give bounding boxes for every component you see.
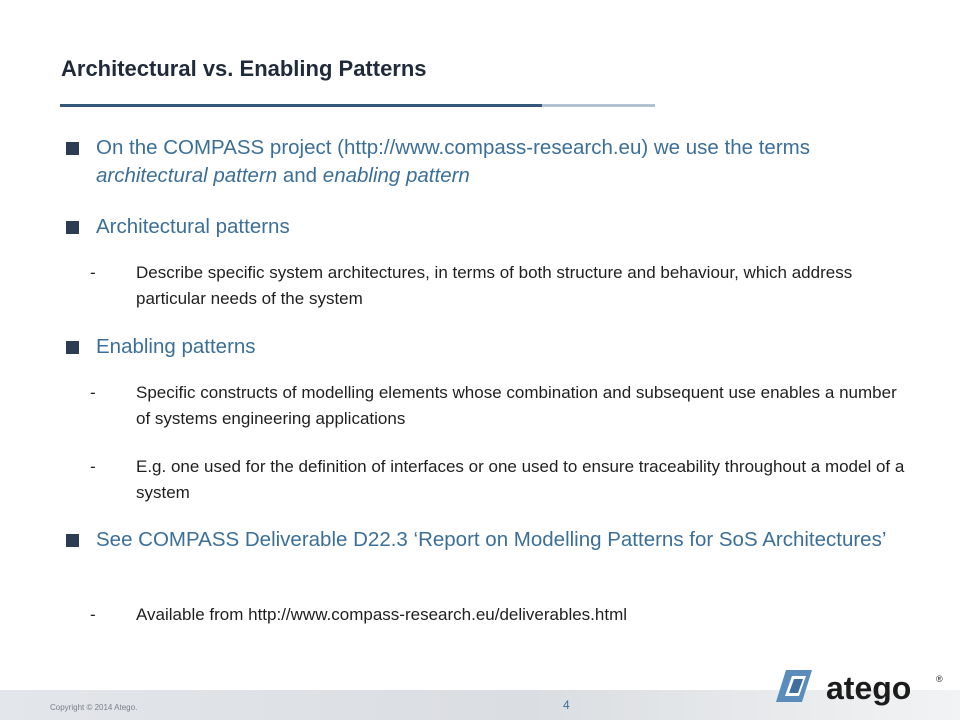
bullet-text-italic: architectural pattern [96,164,278,187]
bullet-text: On the COMPASS project (http://www.compass-research.eu) we use the terms [96,136,810,159]
bullet-square-icon [66,534,79,547]
page-number: 4 [563,698,570,712]
dash-marker: - [90,605,96,624]
sub-bullet-architectural-desc [90,260,906,312]
slide-title: Architectural vs. Enabling Patterns [61,56,427,81]
title-underline [60,104,655,107]
bullet-text-italic: enabling pattern [322,164,470,187]
bullet-architectural-patterns [96,213,896,241]
title-underline-light [542,105,655,106]
dash-marker: - [90,457,96,476]
sub-bullet-example [90,454,906,506]
bullet-enabling-patterns [96,333,896,361]
bullet-deliverable [96,526,896,554]
copyright-text: Copyright © 2014 Atego. [50,703,138,712]
sub-bullet-available-from [90,602,906,628]
title-underline-dark [60,104,542,107]
bullet-text: and [277,164,323,187]
sub-bullet-enabling-desc [90,380,906,432]
registered-mark: ® [936,674,943,684]
sub-bullet-text: Available from http://www.compass-research.eu/deliverables.html [136,605,628,624]
bullet-text: Architectural patterns [96,215,290,238]
bullet-square-icon [66,142,79,155]
logo-wordmark: atego [826,670,912,706]
dash-marker: - [90,263,96,282]
bullet-text: Enabling patterns [96,335,256,358]
sub-bullet-text: Specific constructs of modelling elements whose combination and subsequent use enables a number of systems engineering applications [136,383,897,428]
bullet-square-icon [66,221,79,234]
bullet-square-icon [66,341,79,354]
bullet-compass-terms [96,134,896,190]
dash-marker: - [90,383,96,402]
atego-logo [772,662,950,712]
sub-bullet-text: Describe specific system architectures, in terms of both structure and behaviour, which address particular needs of the system [136,263,853,308]
atego-mark-icon [776,670,812,702]
bullet-text: See COMPASS Deliverable D22.3 ‘Report on Modelling Patterns for SoS Architectures’ [96,528,887,551]
sub-bullet-text: E.g. one used for the definition of interfaces or one used to ensure traceability throughout a model of a system [136,457,905,502]
